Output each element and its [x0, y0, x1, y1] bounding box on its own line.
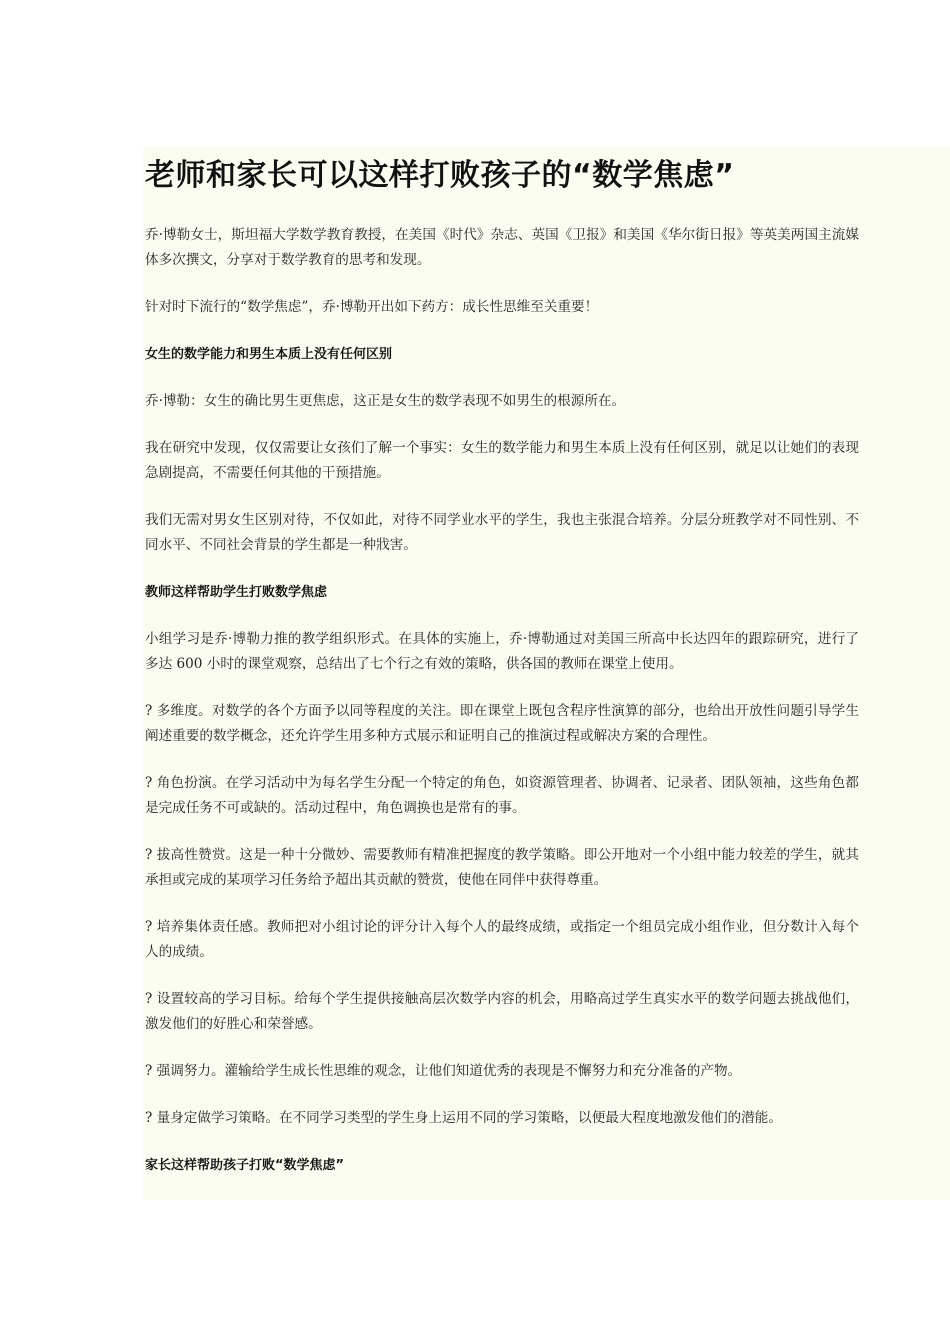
strategy-collective-responsibility: ? 培养集体责任感。教师把对小组讨论的评分计入每个人的最终成绩，或指定一个组员完成小组作业，但分数计入每个人的成绩。	[145, 919, 859, 960]
article-title: 老师和家长可以这样打败孩子的“数学焦虑”	[145, 158, 735, 193]
intro-paragraph-2: 针对时下流行的“数学焦虑”，乔·博勒开出如下药方：成长性思维至关重要！	[145, 299, 599, 315]
section-heading-girls-ability: 女生的数学能力和男生本质上没有任何区别	[145, 347, 393, 362]
intro-paragraph-1: 乔·博勒女士，斯坦福大学数学教育教授，在美国《时代》杂志、英国《卫报》和美国《华尔街日报》等英美两国主流媒体多次撰文，分享对于数学教育的思考和发现。	[145, 227, 859, 268]
strategy-high-goals: ? 设置较高的学习目标。给每个学生提供接触高层次数学内容的机会，用略高过学生真实水平的数学问题去挑战他们，激发他们的好胜心和荣誉感。	[145, 991, 859, 1032]
strategy-role-play: ? 角色扮演。在学习活动中为每名学生分配一个特定的角色，如资源管理者、协调者、记录者、团队领袖，这些角色都是完成任务不可或缺的。活动过程中，角色调换也是常有的事。	[145, 775, 859, 816]
section1-paragraph-3: 我们无需对男女生区别对待，不仅如此，对待不同学业水平的学生，我也主张混合培养。分层分班教学对不同性别、不同水平、不同社会背景的学生都是一种戕害。	[145, 512, 859, 553]
section1-paragraph-2: 我在研究中发现，仅仅需要让女孩们了解一个事实：女生的数学能力和男生本质上没有任何区别，就足以让她们的表现急剧提高，不需要任何其他的干预措施。	[145, 440, 859, 481]
section-heading-parents: 家长这样帮助孩子打败“数学焦虑”	[145, 1158, 345, 1173]
section1-paragraph-1: 乔·博勒：女生的确比男生更焦虑，这正是女生的数学表现不如男生的根源所在。	[145, 393, 626, 409]
article	[145, 150, 859, 1178]
strategy-elevated-praise: ? 拔高性赞赏。这是一种十分微妙、需要教师有精准把握度的教学策略。即公开地对一个小组中能力较差的学生，就其承担或完成的某项学习任务给予超出其贡献的赞赏，使他在同伴中获得尊重。	[145, 847, 859, 888]
strategy-emphasize-effort: ? 强调努力。灌输给学生成长性思维的观念，让他们知道优秀的表现是不懈努力和充分准备的产物。	[145, 1063, 742, 1079]
section-heading-teachers: 教师这样帮助学生打败数学焦虑	[145, 585, 328, 600]
strategy-tailored-learning: ? 量身定做学习策略。在不同学习类型的学生身上运用不同的学习策略，以便最大程度地激发他们的潜能。	[145, 1110, 782, 1126]
strategy-multidimensional: ? 多维度。对数学的各个方面予以同等程度的关注。即在课堂上既包含程序性演算的部分，也给出开放性问题引导学生阐述重要的数学概念，还允许学生用多种方式展示和证明自己的推演过程或解决方案的合理性。	[145, 703, 859, 744]
section2-paragraph-1: 小组学习是乔·博勒力推的教学组织形式。在具体的实施上，乔·博勒通过对美国三所高中长达四年的跟踪研究，进行了多达 600 小时的课堂观察，总结出了七个行之有效的策略，供各国的教师在课堂上使用。	[145, 631, 859, 672]
